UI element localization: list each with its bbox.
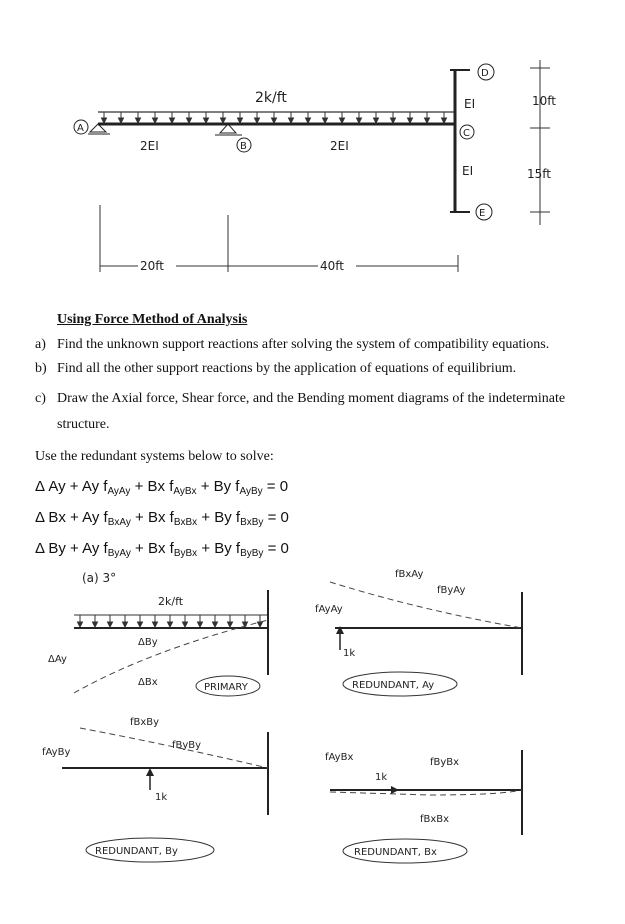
svg-text:fByAy: fByAy <box>437 585 466 596</box>
load-arrowhead <box>138 622 143 627</box>
svg-text:C: C <box>463 128 470 139</box>
load-arrowhead <box>228 622 233 627</box>
support-b <box>215 124 251 152</box>
load-arrowhead <box>323 118 328 123</box>
dim-20ft: 20ft <box>140 259 164 273</box>
svg-text:PRIMARY: PRIMARY <box>204 682 248 693</box>
member-label: EI <box>464 97 476 111</box>
load-arrowhead <box>93 622 98 627</box>
load-arrowhead <box>204 118 209 123</box>
load-arrowhead <box>108 622 113 627</box>
member-label: EI <box>462 164 474 178</box>
load-arrowhead <box>442 118 447 123</box>
load-arrowhead <box>243 622 248 627</box>
task-b: b) Find all the other support reactions by the application of equations of equilibrium. <box>35 361 517 376</box>
load-arrowhead <box>425 118 430 123</box>
load-arrowhead <box>272 118 277 123</box>
load-arrowhead <box>153 118 158 123</box>
equation-3: Δ By + Ay $f_{ByAy} + Bx$ $f_{ByBx} + By$ $f_{ByBy} = 0$ <box>35 540 289 559</box>
svg-text:fAyAy: fAyAy <box>315 604 343 615</box>
section-heading: Using Force Method of Analysis <box>57 312 248 327</box>
load-arrowhead <box>255 118 260 123</box>
svg-text:REDUNDANT, Bx: REDUNDANT, Bx <box>354 847 437 858</box>
svg-text:2k/ft: 2k/ft <box>158 595 184 608</box>
svg-text:B: B <box>240 141 247 152</box>
svg-text:fBxBy: fBxBy <box>130 717 160 728</box>
dim-10ft: 10ft <box>532 94 556 108</box>
load-arrowhead <box>198 622 203 627</box>
structure-figure <box>0 0 625 300</box>
load-label: 2k/ft <box>255 90 287 106</box>
svg-text:fByBy: fByBy <box>172 740 202 751</box>
support-d <box>450 64 494 80</box>
sketch-redundant-bx <box>325 750 522 863</box>
load-arrowhead <box>374 118 379 123</box>
load-arrowhead <box>258 622 263 627</box>
equation-2: Δ Bx + Ay $f_{BxAy} + Bx$ $f_{BxBx} + By$ $f_{BxBy} = 0$ <box>35 509 289 528</box>
load-arrowhead <box>340 118 345 123</box>
equation-1: Δ Ay + Ay $f_{AyAy} + Bx$ $f_{AyBx} + By$ $f_{AyBy} = 0$ <box>35 478 289 497</box>
instruction-line: Use the redundant systems below to solve: <box>35 449 274 464</box>
task-a: a) Find the unknown support reactions after solving the system of compatibility equations. <box>35 337 550 352</box>
node-c <box>460 125 474 139</box>
load-arrowhead <box>213 622 218 627</box>
dim-40ft: 40ft <box>320 259 344 273</box>
sketch-redundant-ay <box>315 569 522 696</box>
svg-text:REDUNDANT, By: REDUNDANT, By <box>95 846 178 857</box>
sketch-primary <box>48 571 268 696</box>
svg-text:fByBx: fByBx <box>430 757 460 768</box>
svg-text:fBxAy: fBxAy <box>395 569 424 580</box>
vertical-dimensions <box>530 60 550 225</box>
svg-text:fAyBy: fAyBy <box>42 747 71 758</box>
svg-text:A: A <box>77 123 84 134</box>
svg-text:(a) 3°: (a) 3° <box>82 571 117 585</box>
svg-text:ΔBx: ΔBx <box>138 677 158 688</box>
load-arrowhead <box>102 118 107 123</box>
load-arrowhead <box>119 118 124 123</box>
load-arrowhead <box>136 118 141 123</box>
load-arrowhead <box>391 118 396 123</box>
task-c: c) Draw the Axial force, Shear force, and the Bending moment diagrams of the indeterminate structure. <box>35 391 566 432</box>
load-arrowhead <box>238 118 243 123</box>
distributed-load-arrows <box>102 112 447 123</box>
load-arrowhead <box>289 118 294 123</box>
member-label: 2EI <box>330 139 349 153</box>
load-arrowhead <box>78 622 83 627</box>
load-arrowhead <box>306 118 311 123</box>
load-arrowhead <box>170 118 175 123</box>
svg-text:fAyBx: fAyBx <box>325 752 354 763</box>
load-arrowhead <box>187 118 192 123</box>
svg-text:fBxBx: fBxBx <box>420 814 450 825</box>
svg-text:REDUNDANT, Ay: REDUNDANT, Ay <box>352 680 435 691</box>
svg-text:ΔBy: ΔBy <box>138 637 158 648</box>
svg-text:D: D <box>481 68 489 79</box>
dim-15ft: 15ft <box>527 167 551 181</box>
load-arrowhead <box>408 118 413 123</box>
load-arrowhead <box>183 622 188 627</box>
load-arrowhead <box>123 622 128 627</box>
load-arrowhead <box>221 118 226 123</box>
svg-text:1k: 1k <box>343 648 356 659</box>
sketch-redundant-by <box>42 717 268 862</box>
load-arrowhead <box>168 622 173 627</box>
load-arrowhead <box>357 118 362 123</box>
svg-text:1k: 1k <box>375 772 388 783</box>
load-arrowhead <box>153 622 158 627</box>
svg-text:1k: 1k <box>155 792 168 803</box>
member-label: 2EI <box>140 139 159 153</box>
svg-text:ΔAy: ΔAy <box>48 654 67 665</box>
svg-text:E: E <box>479 208 486 219</box>
